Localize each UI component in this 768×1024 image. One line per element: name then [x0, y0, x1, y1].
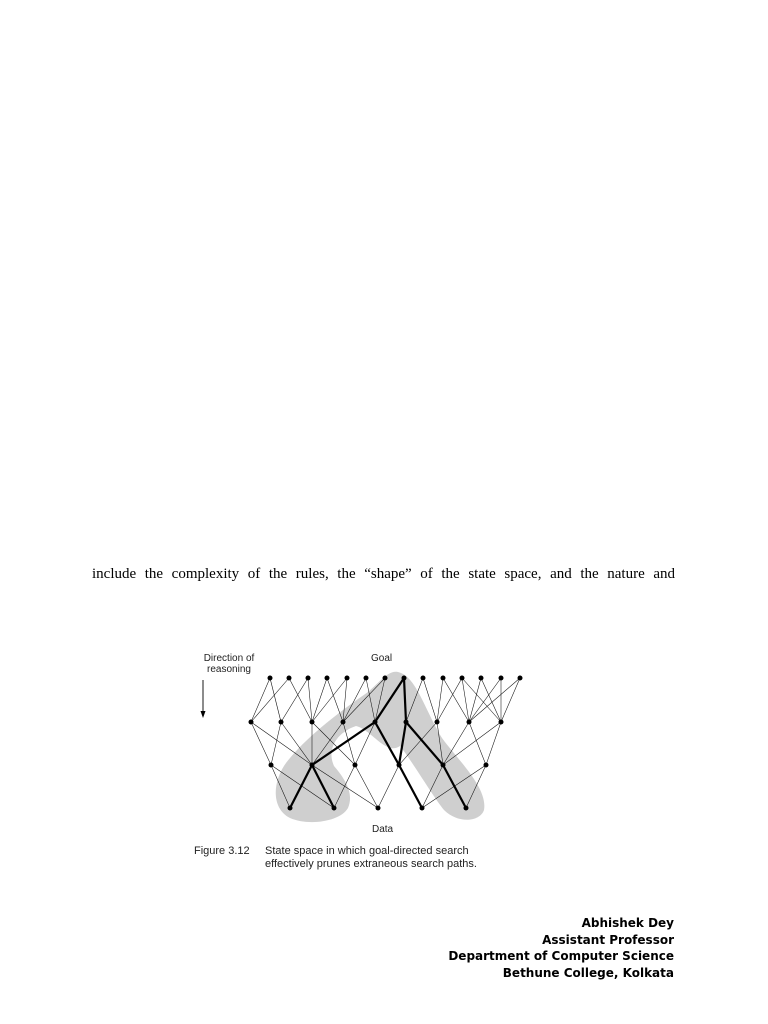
- graph-edge: [251, 722, 271, 765]
- state-node-level-2: [441, 763, 446, 768]
- graph-edge: [443, 722, 501, 765]
- state-node-level-1: [373, 720, 378, 725]
- goal-label: Goal: [371, 653, 393, 664]
- state-node-level-2: [269, 763, 274, 768]
- state-node-level-3: [420, 806, 425, 811]
- direction-label-line2: reasoning: [207, 664, 251, 675]
- graph-edge: [486, 722, 501, 765]
- state-node-level-3: [288, 806, 293, 811]
- figure-number: Figure 3.12: [194, 845, 250, 857]
- graph-edge: [437, 678, 443, 722]
- graph-edge: [281, 678, 308, 722]
- graph-edge: [355, 765, 378, 808]
- author-department: Department of Computer Science: [448, 949, 674, 963]
- caption-line2: effectively prunes extraneous search paths.: [265, 858, 477, 870]
- graph-edge: [378, 765, 399, 808]
- state-node-level-0: [364, 676, 369, 681]
- state-node-level-3: [464, 806, 469, 811]
- author-college: Bethune College, Kolkata: [502, 965, 674, 980]
- author-signature-block: [448, 915, 674, 981]
- state-node-level-1: [310, 720, 315, 725]
- graph-edge: [312, 678, 327, 722]
- direction-label-line1: Direction of: [203, 653, 255, 664]
- state-space-graph: [188, 648, 538, 838]
- state-node-level-1: [435, 720, 440, 725]
- state-node-level-0: [287, 676, 292, 681]
- state-node-level-1: [341, 720, 346, 725]
- graph-edge: [251, 678, 270, 722]
- graph-edge: [271, 722, 281, 765]
- graph-edge: [437, 678, 462, 722]
- state-node-level-1: [404, 720, 409, 725]
- graph-edge: [251, 678, 289, 722]
- state-node-level-1: [467, 720, 472, 725]
- state-node-level-2: [310, 763, 315, 768]
- state-node-level-1: [279, 720, 284, 725]
- state-node-level-2: [397, 763, 402, 768]
- state-node-level-0: [306, 676, 311, 681]
- state-node-level-0: [345, 676, 350, 681]
- state-node-level-3: [376, 806, 381, 811]
- state-node-level-1: [499, 720, 504, 725]
- graph-edge: [469, 678, 481, 722]
- state-node-level-2: [484, 763, 489, 768]
- body-text-line: include the complexity of the rules, the “shape” of the state space, and the nature and: [92, 566, 675, 582]
- graph-edge: [270, 678, 281, 722]
- state-node-level-0: [460, 676, 465, 681]
- state-node-level-0: [383, 676, 388, 681]
- graph-edge: [251, 722, 312, 765]
- state-node-level-2: [353, 763, 358, 768]
- state-node-level-3: [332, 806, 337, 811]
- state-space-figure: [188, 648, 538, 878]
- author-name: Abhishek Dey: [581, 916, 674, 930]
- graph-edge: [501, 678, 520, 722]
- graph-edge: [443, 678, 469, 722]
- direction-arrow-head: [201, 711, 206, 718]
- graph-edge: [469, 678, 501, 722]
- graph-edge: [469, 678, 520, 722]
- state-node-level-1: [249, 720, 254, 725]
- state-node-level-0: [402, 676, 407, 681]
- direction-of-reasoning-label: [194, 653, 264, 675]
- author-title: Assistant Professor: [542, 932, 674, 947]
- data-label: Data: [372, 824, 394, 835]
- state-node-level-0: [441, 676, 446, 681]
- state-node-level-0: [518, 676, 523, 681]
- goal-directed-shaded-region: [276, 672, 485, 822]
- state-node-level-0: [479, 676, 484, 681]
- state-node-level-0: [268, 676, 273, 681]
- state-node-level-0: [325, 676, 330, 681]
- graph-edge: [481, 678, 501, 722]
- state-node-level-0: [499, 676, 504, 681]
- caption-line1: State space in which goal-directed search: [265, 845, 469, 857]
- state-node-level-0: [421, 676, 426, 681]
